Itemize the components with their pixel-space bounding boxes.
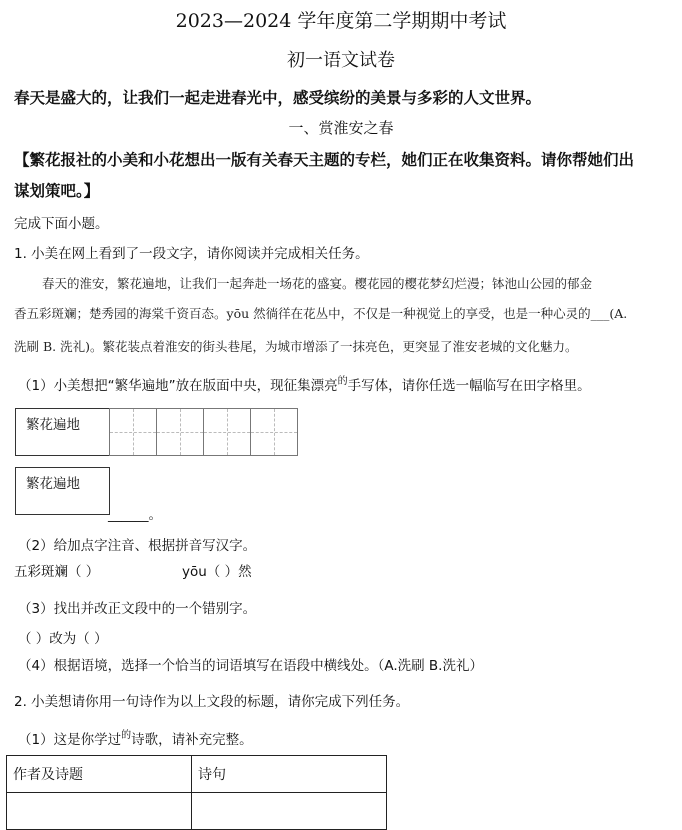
pinyin-blank-2[interactable]: yōu（ ）然 xyxy=(182,564,252,580)
instruction: 完成下面小题。 xyxy=(14,216,109,232)
question-1-3: （3）找出并改正文段中的一个错别字。 xyxy=(18,601,257,617)
tianzige-grid[interactable] xyxy=(110,408,298,456)
pinyin-blank-1[interactable]: 五彩斑斓（ ） xyxy=(14,564,100,580)
table-cell[interactable] xyxy=(192,793,387,830)
section-heading: 一、赏淮安之春 xyxy=(288,119,394,137)
intro-text: 春天是盛大的，让我们一起走进春光中，感受缤纷的美景与多彩的人文世界。 xyxy=(14,88,542,107)
grid-cell[interactable] xyxy=(250,408,298,456)
table-header-poem: 诗句 xyxy=(192,756,387,793)
exam-title: 2023—2024 学年度第二学期期中考试 xyxy=(175,10,507,32)
task-line-2: 谋划策吧。】 xyxy=(14,181,100,200)
passage-line-1: 春天的淮安，繁花遍地，让我们一起奔赴一场花的盛宴。樱花园的樱花梦幻烂漫；钵池山公园的郁金 xyxy=(42,276,593,291)
grid-cell[interactable] xyxy=(156,408,204,456)
question-1: 1. 小美在网上看到了一段文字，请你阅读并完成相关任务。 xyxy=(14,246,369,262)
question-2-1: （1）这是你学过$^的$诗歌，请补充完整。 xyxy=(18,730,253,748)
table-row xyxy=(7,793,387,830)
question-1-4: （4）根据语境，选择一个恰当的词语填写在语段中横线处。（A.洗刷 B.洗礼） xyxy=(18,658,483,674)
table-row xyxy=(7,756,387,793)
question-1-1: （1）小美想把“繁华遍地”放在版面中央，现征集漂亮$^的$手写体，请你任选一幅临写在田字格里。 xyxy=(18,376,591,394)
correction-blank[interactable]: （ ）改为（ ） xyxy=(18,631,108,647)
table-header-author: 作者及诗题 xyxy=(7,756,192,793)
passage-line-2: 香五彩斑斓；楚秀园的海棠千资百态。yōu 然徜徉在花丛中，不仅是一种视觉上的享受，也是一种心灵的___(A. xyxy=(14,306,628,321)
grid-cell[interactable] xyxy=(203,408,251,456)
exam-subtitle: 初一语文试卷 xyxy=(287,50,395,71)
table-cell[interactable] xyxy=(7,793,192,830)
grid-cell[interactable] xyxy=(109,408,157,456)
calligraphy-sample-box-1: 繁花遍地 xyxy=(15,408,110,456)
poem-table xyxy=(6,755,387,830)
passage-line-3: 洗刷 B. 洗礼)。繁花装点着淮安的街头巷尾，为城市增添了一抹亮色，更突显了淮安老城的文化魅力。 xyxy=(14,339,578,354)
calligraphy-sample-box-2: 繁花遍地 xyxy=(15,467,110,515)
task-line-1: 【繁花报社的小美和小花想出一版有关春天主题的专栏，她们正在收集资料。请你帮她们出 xyxy=(14,150,635,169)
answer-blank[interactable]: ______。 xyxy=(108,507,162,523)
question-2: 2. 小美想请你用一句诗作为以上文段的标题，请你完成下列任务。 xyxy=(14,694,410,710)
question-1-2: （2）给加点字注音、根据拼音写汉字。 xyxy=(18,538,257,554)
